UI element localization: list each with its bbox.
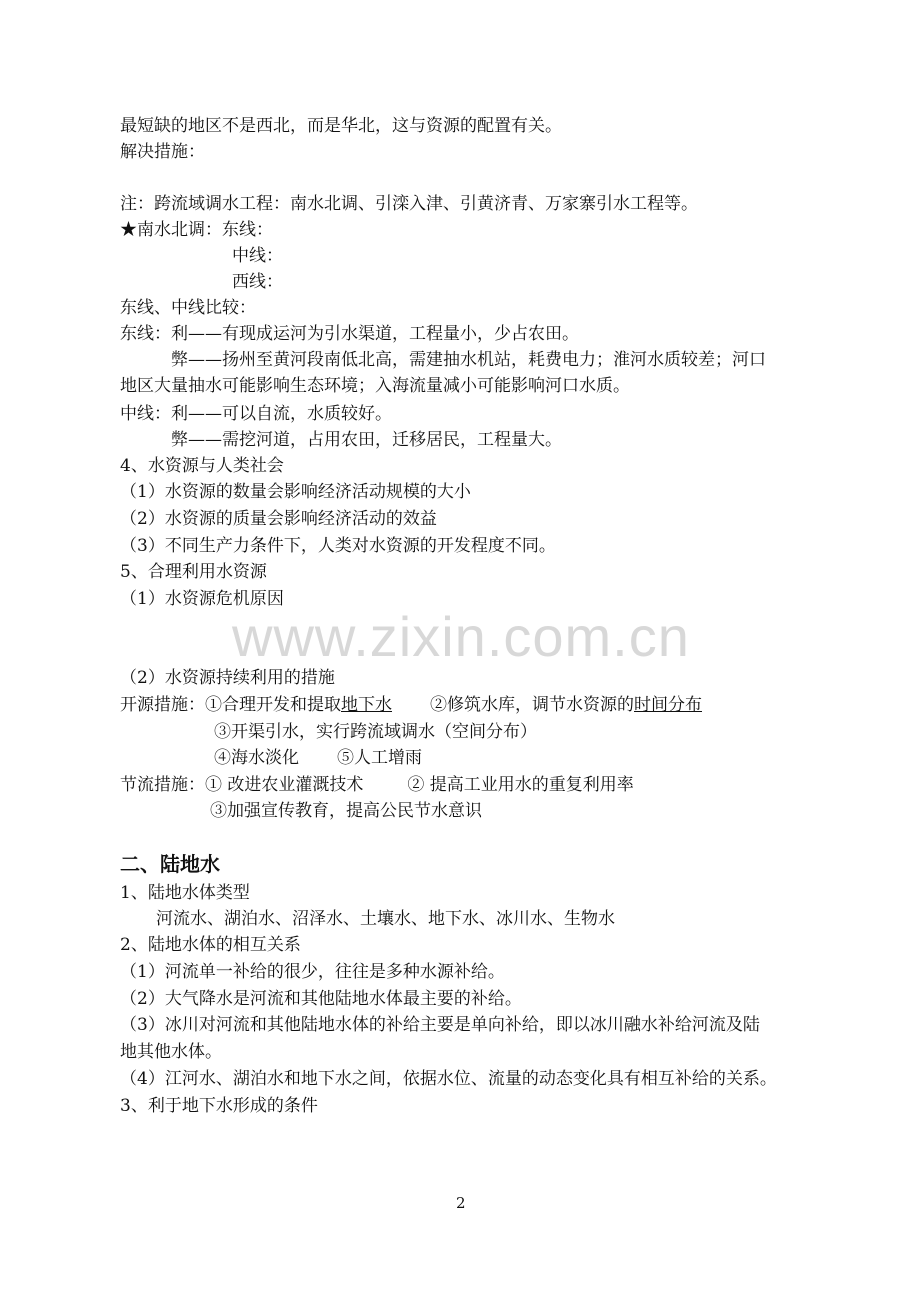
text-line — [120, 774, 634, 796]
text-line: 最短缺的地区不是西北，而是华北，这与资源的配置有关。 — [120, 116, 562, 136]
section-heading: 4、水资源与人类社会 — [120, 456, 284, 476]
page-number: 2 — [456, 1194, 466, 1212]
text-line: ★南水北调：东线： — [120, 220, 273, 240]
text-line: （2）大气降水是河流和其他陆地水体最主要的补给。 — [120, 989, 522, 1009]
text-segment: ② 提高工业用水的重复利用率 — [407, 775, 634, 795]
text-line — [120, 694, 702, 716]
text-line: 东线、中线比较： — [120, 298, 256, 318]
text-line: （3）不同生产力条件下，人类对水资源的开发程度不同。 — [120, 536, 556, 556]
text-line: 河流水、湖泊水、沼泽水、土壤水、地下水、冰川水、生物水 — [156, 909, 615, 929]
text-line: 解决措施： — [120, 142, 205, 162]
section-heading: 3、利于地下水形成的条件 — [120, 1096, 318, 1116]
text-line: （1）水资源危机原因 — [120, 589, 284, 609]
text-line: 东线：利——有现成运河为引水渠道，工程量小，少占农田。 — [120, 324, 579, 344]
section-heading: 5、合理利用水资源 — [120, 562, 267, 582]
text-segment: ②修筑水库，调节水资源的 — [430, 695, 634, 715]
text-line: 弊——需挖河道，占用农田，迁移居民，工程量大。 — [171, 430, 562, 450]
underlined-term: 时间分布 — [634, 695, 702, 715]
watermark: www.zixin.com.cn — [232, 605, 690, 668]
text-line: 地其他水体。 — [120, 1042, 222, 1062]
text-line: 中线：利——可以自流，水质较好。 — [120, 404, 392, 424]
text-line: （2）水资源持续利用的措施 — [120, 668, 335, 688]
text-line: （1）河流单一补给的很少，往往是多种水源补给。 — [120, 962, 505, 982]
text-line: 西线： — [232, 272, 283, 292]
text-line: ③加强宣传教育，提高公民节水意识 — [210, 801, 482, 821]
text-segment: 节流措施：① 改进农业灌溉技术 — [120, 775, 364, 795]
underlined-term: 地下水 — [341, 695, 392, 715]
text-line: 地区大量抽水可能影响生态环境；入海流量减小可能影响河口水质。 — [120, 376, 630, 396]
text-line: ③开渠引水，实行跨流域调水（空间分布） — [214, 722, 537, 742]
chapter-heading: 二、陆地水 — [120, 852, 220, 876]
section-heading: 1、陆地水体类型 — [120, 883, 250, 903]
text-segment: 开源措施：①合理开发和提取 — [120, 695, 341, 715]
text-segment: ④海水淡化 — [214, 748, 299, 768]
text-segment: ⑤人工增雨 — [337, 748, 422, 768]
text-line: （2）水资源的质量会影响经济活动的效益 — [120, 509, 437, 529]
text-line: 中线： — [232, 246, 283, 266]
text-line — [214, 747, 422, 769]
text-line: 注：跨流域调水工程：南水北调、引滦入津、引黄济青、万家寨引水工程等。 — [120, 194, 698, 214]
section-heading: 2、陆地水体的相互关系 — [120, 935, 301, 955]
text-line: （1）水资源的数量会影响经济活动规模的大小 — [120, 482, 471, 502]
text-line: 弊——扬州至黄河段南低北高，需建抽水机站，耗费电力；淮河水质较差；河口 — [171, 350, 766, 370]
text-line: （4）江河水、湖泊水和地下水之间，依据水位、流量的动态变化具有相互补给的关系。 — [120, 1069, 777, 1089]
text-line: （3）冰川对河流和其他陆地水体的补给主要是单向补给，即以冰川融水补给河流及陆 — [120, 1015, 760, 1035]
